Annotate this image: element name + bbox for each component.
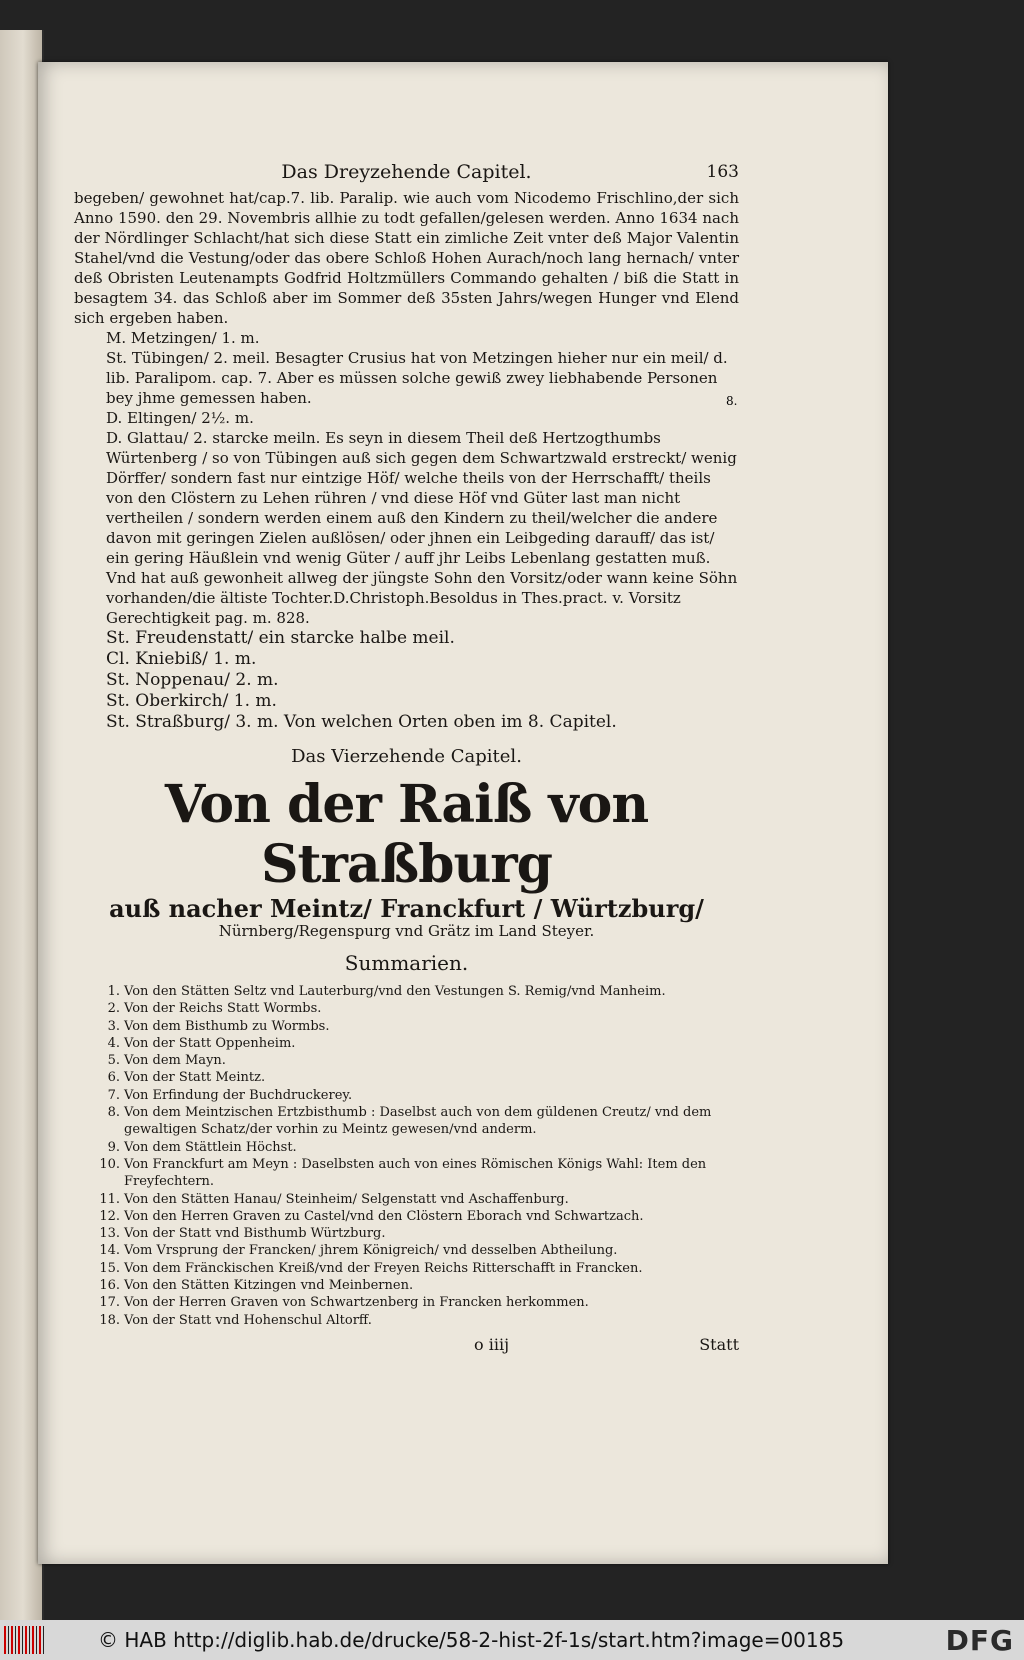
route-entry: St. Noppenau/ 2. m.	[106, 670, 279, 690]
summary-number: 3.	[107, 1018, 120, 1034]
summary-number: 16.	[99, 1278, 120, 1294]
summary-item	[74, 1312, 739, 1329]
dfg-logo: DFG	[945, 1624, 1014, 1657]
summary-text: Von der Statt vnd Hohenschul Altorff.	[124, 1312, 372, 1328]
summary-number: 1.	[107, 984, 120, 999]
source-link[interactable]: © HAB http://diglib.hab.de/drucke/58-2-hist-2f-1s/start.htm?image=00185	[98, 1628, 845, 1652]
summary-text: Von den Stätten Kitzingen vnd Meinbernen.	[124, 1278, 414, 1294]
summary-number: 18.	[99, 1312, 120, 1328]
summary-item	[74, 1191, 739, 1208]
route-entry: D. Glattau/ 2. starcke meiln. Es seyn in diesem Theil deß Hertzogthumbs Würtenberg / so von Tübingen auß sich gegen dem Schwartzwald erstreckt/ wenig Dörffer/ sondern fast nur eintzige Höf/ welche theils von der Herrschafft/ theils von den Clöstern zu Lehen rühren / vnd diese Höf vnd Güter last man nicht vertheilen / sondern werden einem auß den Kindern zu theil/welcher die andere davon mit geringen Zielen außlösen/ oder jhnen ein Leibgeding darauff/ das ist/ ein gering Häußlein vnd wenig Güter / auff jhr Leibs Lebenlang gestatten muß. Vnd hat auß gewonheit allweg der jüngste Sohn den Vorsitz/oder wann keine Söhn vorhanden/die ältiste Tochter.D.Christoph.Besoldus in Thes.pract. v. Vorsitz Gerechtigkeit pag. m. 828.	[106, 429, 738, 627]
summary-text: Von der Statt vnd Bisthumb Würtzburg.	[124, 1226, 386, 1242]
barcode-icon	[4, 1626, 46, 1654]
summary-number: 10.	[99, 1156, 120, 1172]
summary-text: Von den Stätten Seltz vnd Lauterburg/vnd den Vestungen S. Remig/vnd Manheim.	[124, 984, 666, 999]
summary-item	[74, 1052, 739, 1069]
route-entry: St. Freudenstatt/ ein starcke halbe meil.	[106, 628, 455, 648]
running-title: Das Dreyzehende Capitel.	[281, 161, 532, 183]
route-entry: M. Metzingen/ 1. m.	[106, 329, 260, 347]
summary-item	[74, 1156, 739, 1191]
summary-text: Von dem Meintzischen Ertzbisthumb : Daselbst auch von dem güldenen Creutz/ vnd dem gewaltigen Schatz/der vorhin zu Meintz gewesen/vnd anderm.	[124, 1105, 712, 1138]
summary-text: Von Franckfurt am Meyn : Daselbsten auch von eines Römischen Königs Wahl: Item den Freyfechtern.	[124, 1156, 707, 1190]
summary-item	[74, 1018, 739, 1035]
signature-mark: o iiij	[474, 1334, 510, 1354]
page-number: 163	[706, 162, 739, 182]
summary-number: 14.	[99, 1243, 120, 1259]
running-header	[74, 162, 739, 188]
summary-text: Von den Stätten Hanau/ Steinheim/ Selgenstatt vnd Aschaffenburg.	[124, 1191, 569, 1207]
summary-item	[74, 1069, 739, 1086]
summary-item	[74, 1260, 739, 1277]
route-entry: Cl. Kniebiß/ 1. m.	[106, 649, 257, 669]
summary-number: 13.	[99, 1226, 120, 1242]
summary-text: Von der Herren Graven von Schwartzenberg in Francken herkommen.	[124, 1295, 589, 1311]
summary-item	[74, 1208, 739, 1225]
summary-item	[74, 1139, 739, 1156]
summary-heading: Summarien.	[344, 951, 469, 975]
chapter-subtitle-2: Nürnberg/Regenspurg vnd Grätz im Land Steyer.	[218, 922, 595, 940]
summary-number: 5.	[107, 1053, 120, 1069]
summary-item	[74, 983, 739, 1000]
summary-item	[74, 1225, 739, 1242]
summary-number: 8.	[107, 1105, 120, 1121]
route-entry: D. Eltingen/ 2½. m.	[106, 409, 254, 427]
summary-text: Von dem Bisthumb zu Wormbs.	[124, 1018, 330, 1034]
summary-text: Von Erfindung der Buchdruckerey.	[124, 1087, 353, 1103]
route-entry: St. Tübingen/ 2. meil. Besagter Crusius hat von Metzingen hieher nur ein meil/ d. lib. Paralipom. cap. 7. Aber es müssen solche gewiß zwey liebhabende Personen bey jhme gemessen haben.	[106, 349, 728, 407]
summary-text: Von den Herren Graven zu Castel/vnd den Clöstern Eborach vnd Schwartzach.	[124, 1208, 644, 1224]
summary-number: 6.	[107, 1070, 120, 1086]
route-entry: St. Oberkirch/ 1. m.	[106, 691, 277, 711]
body-paragraph: begeben/ gewohnet hat/cap.7. lib. Paralip. wie auch vom Nicodemo Frischlino,der sich Anno 1590. den 29. Novembris allhie zu todt gefallen/gelesen werden. Anno 1634 nach der Nördlinger Schlacht/hat sich diese Statt ein zimliche Zeit vnter deß Major Valentin Stahel/vnd die Vestung/oder das obere Schloß Hohen Aurach/noch lang hernach/ vnter deß Obristen Leutenampts Godfrid Holtzmüllers Commando gehalten / biß die Statt in besagtem 34. das Schloß aber im Sommer deß 35sten Jahrs/wegen Hunger vnd Elend sich ergeben haben.	[74, 189, 739, 327]
summary-number: 7.	[107, 1087, 120, 1103]
summary-number: 15.	[99, 1260, 120, 1276]
chapter-heading: Das Vierzehende Capitel.	[291, 746, 522, 767]
summary-item	[74, 1104, 739, 1139]
book-page	[38, 62, 888, 1564]
chapter-subtitle: auß nacher Meintz/ Franckfurt / Würtzburg/	[109, 894, 704, 923]
summary-item	[74, 1000, 739, 1017]
summary-item	[74, 1035, 739, 1052]
summary-item	[74, 1087, 739, 1104]
summary-text: Von der Reichs Statt Wormbs.	[124, 1001, 322, 1017]
summary-number: 9.	[107, 1139, 120, 1155]
page-text	[74, 162, 739, 1361]
summary-number: 4.	[107, 1035, 120, 1051]
route-entry: St. Straßburg/ 3. m. Von welchen Orten oben im 8. Capitel.	[106, 712, 617, 732]
summary-number: 11.	[99, 1191, 120, 1207]
summary-number: 12.	[99, 1208, 120, 1224]
summary-number: 2.	[107, 1001, 120, 1017]
summary-item	[74, 1242, 739, 1259]
summary-list	[74, 983, 739, 1329]
summary-text: Von dem Mayn.	[124, 1053, 226, 1069]
summary-text: Von dem Fränckischen Kreiß/vnd der Freyen Reichs Ritterschafft in Francken.	[124, 1260, 643, 1276]
summary-number: 17.	[99, 1295, 120, 1311]
summary-text: Vom Vrsprung der Francken/ jhrem Königreich/ vnd desselben Abtheilung.	[124, 1243, 618, 1259]
summary-item	[74, 1277, 739, 1294]
summary-text: Von der Statt Oppenheim.	[124, 1035, 296, 1051]
summary-text: Von dem Stättlein Höchst.	[124, 1139, 297, 1155]
credit-bar	[0, 1620, 1024, 1660]
margin-note: 8.	[726, 394, 738, 408]
summary-text: Von der Statt Meintz.	[124, 1070, 266, 1086]
chapter-title: Von der Raiß von Straßburg	[164, 774, 649, 895]
page-footer	[74, 1335, 739, 1361]
catchword: Statt	[699, 1334, 739, 1354]
summary-item	[74, 1294, 739, 1311]
